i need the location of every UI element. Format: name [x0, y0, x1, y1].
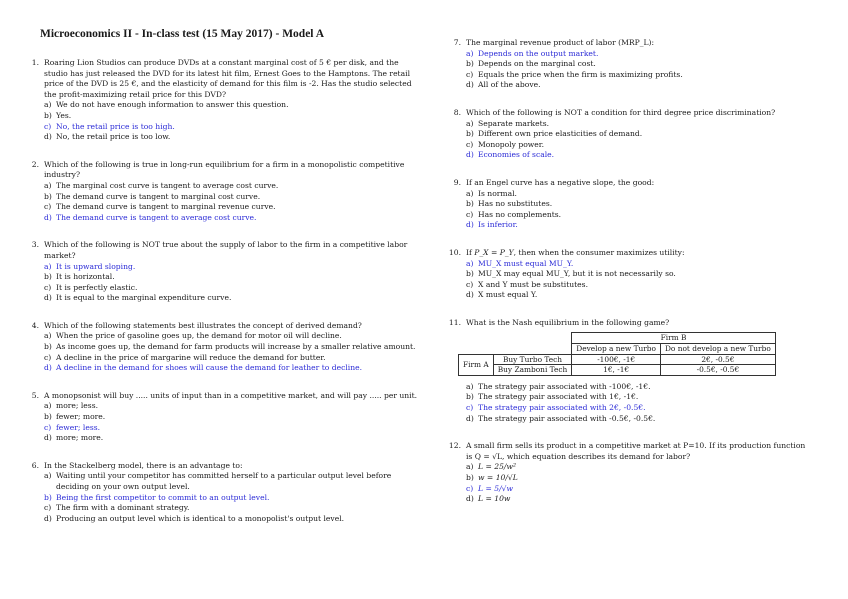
- question-number: 6.: [31, 460, 39, 470]
- option-a: a) The strategy pair associated with -100€, -1€.: [466, 381, 651, 391]
- question-6: [22, 461, 422, 525]
- payoff-cell: -100€, -1€: [572, 354, 661, 365]
- question-text: Which of the following is NOT true about the supply of labor to the firm in a competitive labor market?: [44, 240, 408, 260]
- option-b: b) Different own price elasticities of demand.: [466, 129, 643, 139]
- option-d: d) The strategy pair associated with -0.5€, -0.5€.: [466, 413, 656, 423]
- question-number: 4.: [31, 320, 39, 330]
- right-column: [444, 38, 828, 522]
- question-number: 9.: [453, 177, 461, 187]
- payoff-cell: 2€, -0.5€: [661, 354, 776, 365]
- option-d-correct: d) Economies of scale.: [466, 150, 555, 160]
- question-text: Which of the following is true in long-run equilibrium for a firm in a monopolistic competitive industry?: [44, 159, 405, 180]
- option-d-correct: d) The demand curve is tangent to average cost curve.: [44, 212, 257, 222]
- option-a: a) Is normal.: [466, 188, 517, 198]
- option-a-correct: a) Depends on the output market.: [466, 48, 599, 58]
- option-c-correct: c) fewer; less.: [44, 422, 101, 432]
- row-header: Buy Zamboni Tech: [493, 365, 572, 376]
- option-b: b) The strategy pair associated with 1€, -1€.: [466, 392, 639, 402]
- question-number: 1.: [31, 58, 39, 67]
- option-c: c) X and Y must be substitutes.: [466, 279, 588, 289]
- payoff-cell: -0.5€, -0.5€: [661, 365, 776, 376]
- option-a: a) Waiting until your competitor has committed herself to a particular output level before deciding on your own output level.: [44, 471, 392, 491]
- option-c: c) The demand curve is tangent to marginal revenue curve.: [44, 202, 276, 212]
- option-d: d) No, the retail price is too low.: [44, 132, 171, 142]
- option-d: d) more; more.: [44, 433, 104, 443]
- question-text: In the Stackelberg model, there is an advantage to:: [44, 460, 243, 470]
- question-text: A monopsonist will buy ..... units of input than in a competitive market, and will pay ..... per unit.: [44, 390, 418, 400]
- option-a: a) L = 25/w²: [466, 462, 516, 472]
- option-b: b) Yes.: [44, 110, 72, 120]
- option-a: a) We do not have enough information to answer this question.: [44, 100, 289, 110]
- payoff-table: [458, 332, 776, 375]
- page-title: Microeconomics II - In-class test (15 May 2017) - Model A: [40, 28, 325, 40]
- option-b: b) Depends on the marginal cost.: [466, 59, 596, 69]
- payoff-cell: 1€, -1€: [572, 365, 661, 376]
- row-header: Buy Turbo Tech: [493, 354, 572, 365]
- math-expression: P_X = P_Y: [474, 247, 514, 257]
- option-b: b) MU_X may equal MU_Y, but it is not necessarily so.: [466, 269, 676, 279]
- question-10: [444, 248, 828, 301]
- option-d: d) L = 10w: [466, 494, 511, 504]
- question-text: The marginal revenue product of labor (MRP_L):: [466, 38, 655, 47]
- question-3: [22, 240, 422, 304]
- question-12: [444, 441, 828, 505]
- firm-b-header: Firm B: [572, 333, 776, 344]
- option-b: b) As income goes up, the demand for farm products will increase by a smaller relative amount.: [44, 342, 416, 352]
- option-d-correct: d) Is inferior.: [466, 220, 518, 230]
- option-c-correct: c) The strategy pair associated with 2€, -0.5€.: [466, 403, 646, 413]
- col-header: Do not develop a new Turbo: [661, 344, 776, 355]
- question-number: 7.: [453, 38, 461, 47]
- question-5: [22, 391, 422, 444]
- question-number: 5.: [31, 390, 39, 400]
- question-text: A small firm sells its product in a competitive market at P=10. If its production function is Q = √L, which equation describes its demand for labor?: [466, 441, 806, 461]
- question-text: What is the Nash equilibrium in the following game?: [466, 317, 670, 327]
- question-text: Which of the following is NOT a condition for third degree price discrimination?: [466, 107, 776, 117]
- option-c-correct: c) No, the retail price is too high.: [44, 121, 175, 131]
- option-a: a) When the price of gasoline goes up, the demand for motor oil will decline.: [44, 331, 342, 341]
- option-d: d) It is equal to the marginal expenditure curve.: [44, 293, 232, 303]
- option-a: a) The marginal cost curve is tangent to average cost curve.: [44, 180, 279, 190]
- question-text: If P_X = P_Y, then when the consumer maximizes utility:: [466, 247, 685, 257]
- option-a-correct: a) It is upward sloping.: [44, 261, 136, 271]
- option-d-correct: d) A decline in the demand for shoes will cause the demand for leather to decline.: [44, 363, 363, 373]
- firm-a-header: Firm A: [459, 354, 494, 375]
- option-b-correct: b) Being the first competitor to commit to an output level.: [44, 492, 270, 502]
- option-c: c) Monopoly power.: [466, 139, 545, 149]
- question-number: 3.: [31, 240, 39, 250]
- question-number: 11.: [448, 317, 461, 327]
- col-header: Develop a new Turbo: [572, 344, 661, 355]
- question-number: 12.: [448, 441, 461, 451]
- option-b: b) w = 10/√L: [466, 473, 518, 482]
- question-8: [444, 108, 828, 161]
- option-a: a) Separate markets.: [466, 118, 550, 128]
- question-11: [444, 318, 828, 424]
- question-text: Roaring Lion Studios can produce DVDs at a constant marginal cost of 5 € per disk, and the studio has just released the DVD for its latest hit film, Ernest Goes to the Hamptons. The retail price of the DVD is 25 €, and the elasticity of demand for this film is -2. Has the studio selected the profit-maximizing retail price for this DVD?: [44, 58, 412, 99]
- question-text: If an Engel curve has a negative slope, the good:: [466, 177, 655, 187]
- question-1: [22, 58, 422, 143]
- option-b: b) It is horizontal.: [44, 272, 115, 282]
- option-a-correct: a) MU_X must equal MU_Y.: [466, 258, 574, 268]
- option-d: d) X must equal Y.: [466, 290, 538, 300]
- option-c: c) Has no complements.: [466, 209, 562, 219]
- option-b: b) The demand curve is tangent to marginal cost curve.: [44, 191, 261, 201]
- option-c: c) The firm with a dominant strategy.: [44, 503, 190, 513]
- left-column: [22, 58, 422, 541]
- option-c: c) Equals the price when the firm is maximizing profits.: [466, 69, 683, 79]
- question-9: [444, 178, 828, 231]
- option-c: c) A decline in the price of margarine will reduce the demand for butter.: [44, 352, 326, 362]
- option-d: d) All of the above.: [466, 80, 541, 90]
- question-number: 10.: [448, 247, 461, 257]
- option-c-correct: c) L = 5/√w: [466, 483, 513, 493]
- option-d: d) Producing an output level which is identical to a monopolist's output level.: [44, 513, 345, 523]
- question-7: [444, 38, 828, 91]
- option-b: b) Has no substitutes.: [466, 199, 553, 209]
- option-c: c) It is perfectly elastic.: [44, 282, 138, 292]
- question-number: 2.: [31, 159, 39, 169]
- question-text: Which of the following statements best illustrates the concept of derived demand?: [44, 320, 362, 330]
- question-number: 8.: [453, 107, 461, 117]
- question-4: [22, 321, 422, 374]
- question-2: [22, 160, 422, 224]
- option-a: a) more; less.: [44, 401, 98, 411]
- option-b: b) fewer; more.: [44, 412, 106, 422]
